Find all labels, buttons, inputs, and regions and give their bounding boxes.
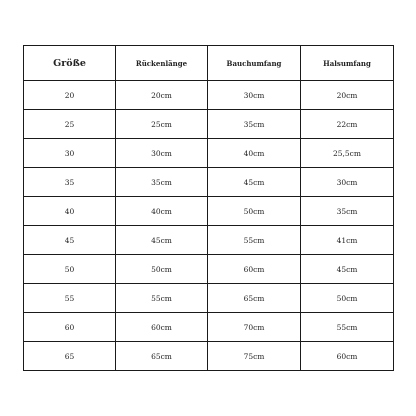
cell-bauchumfang: 65cm <box>208 284 301 313</box>
cell-bauchumfang: 70cm <box>208 313 301 342</box>
table-row <box>24 197 394 226</box>
cell-groesse: 25 <box>24 110 116 139</box>
cell-bauchumfang: 60cm <box>208 255 301 284</box>
cell-groesse: 30 <box>24 139 116 168</box>
header-bauchumfang: Bauchumfang <box>208 46 301 81</box>
table-row <box>24 255 394 284</box>
cell-halsumfang: 22cm <box>301 110 394 139</box>
table-row <box>24 81 394 110</box>
cell-rueckenlaenge: 30cm <box>116 139 208 168</box>
cell-groesse: 45 <box>24 226 116 255</box>
cell-bauchumfang: 55cm <box>208 226 301 255</box>
cell-halsumfang: 35cm <box>301 197 394 226</box>
cell-halsumfang: 60cm <box>301 342 394 371</box>
cell-groesse: 65 <box>24 342 116 371</box>
cell-rueckenlaenge: 45cm <box>116 226 208 255</box>
cell-groesse: 35 <box>24 168 116 197</box>
table-body <box>24 81 394 371</box>
table-row <box>24 168 394 197</box>
header-groesse: Größe <box>24 46 116 81</box>
cell-groesse: 50 <box>24 255 116 284</box>
cell-groesse: 40 <box>24 197 116 226</box>
header-halsumfang: Halsumfang <box>301 46 394 81</box>
cell-bauchumfang: 75cm <box>208 342 301 371</box>
cell-rueckenlaenge: 65cm <box>116 342 208 371</box>
cell-rueckenlaenge: 25cm <box>116 110 208 139</box>
cell-bauchumfang: 50cm <box>208 197 301 226</box>
cell-groesse: 20 <box>24 81 116 110</box>
cell-halsumfang: 50cm <box>301 284 394 313</box>
cell-bauchumfang: 40cm <box>208 139 301 168</box>
size-chart-table <box>23 45 394 371</box>
header-rueckenlaenge: Rückenlänge <box>116 46 208 81</box>
cell-bauchumfang: 35cm <box>208 110 301 139</box>
cell-rueckenlaenge: 20cm <box>116 81 208 110</box>
table-row <box>24 226 394 255</box>
cell-rueckenlaenge: 50cm <box>116 255 208 284</box>
cell-groesse: 55 <box>24 284 116 313</box>
cell-halsumfang: 41cm <box>301 226 394 255</box>
cell-halsumfang: 55cm <box>301 313 394 342</box>
table-row <box>24 110 394 139</box>
cell-rueckenlaenge: 55cm <box>116 284 208 313</box>
table-header <box>24 46 394 81</box>
cell-bauchumfang: 30cm <box>208 81 301 110</box>
cell-halsumfang: 20cm <box>301 81 394 110</box>
cell-bauchumfang: 45cm <box>208 168 301 197</box>
cell-halsumfang: 45cm <box>301 255 394 284</box>
cell-halsumfang: 30cm <box>301 168 394 197</box>
cell-rueckenlaenge: 35cm <box>116 168 208 197</box>
cell-rueckenlaenge: 60cm <box>116 313 208 342</box>
table-row <box>24 342 394 371</box>
header-row <box>24 46 394 81</box>
table-row <box>24 313 394 342</box>
cell-halsumfang: 25,5cm <box>301 139 394 168</box>
table-row <box>24 284 394 313</box>
cell-groesse: 60 <box>24 313 116 342</box>
table-row <box>24 139 394 168</box>
cell-rueckenlaenge: 40cm <box>116 197 208 226</box>
